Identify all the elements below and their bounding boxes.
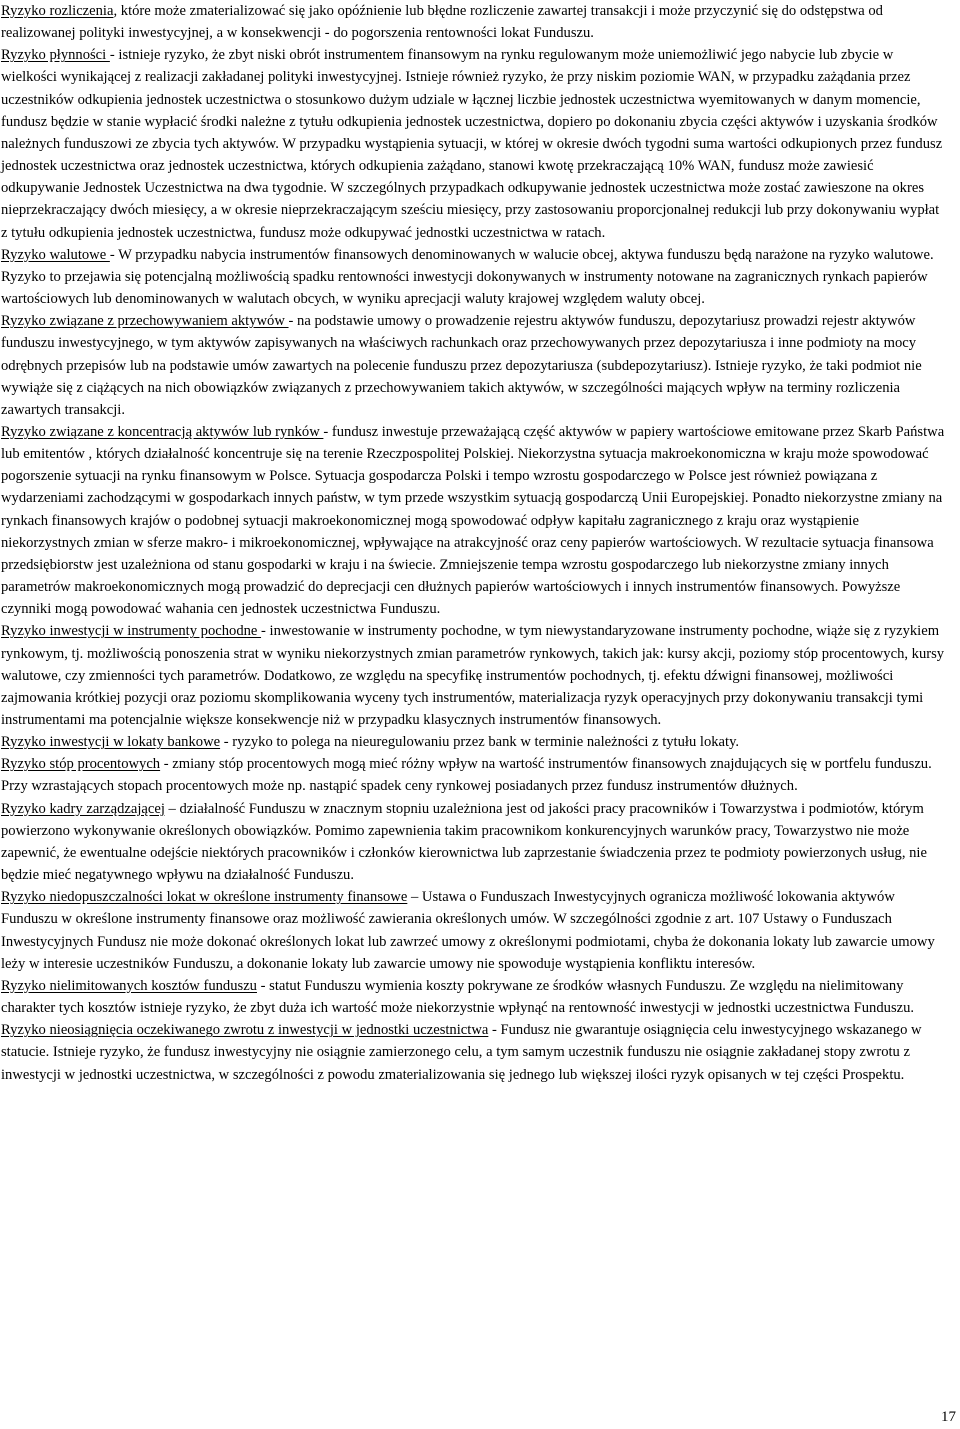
risk-description: , które może zmaterializować się jako opóźnienie lub błędne rozliczenie zawartej transakcji i może przyczynić się do odstępstwa od realizowanej polityki inwestycyjnej, a w konsekwencji - do pogorszenia rentowności lokat Funduszu. (1, 3, 883, 42)
risk-title: Ryzyko nielimitowanych kosztów funduszu (1, 977, 257, 994)
risk-title: Ryzyko kadry zarządzającej (1, 800, 165, 817)
risk-description: - W przypadku nabycia instrumentów finansowych denominowanych w walucie obcej, aktywa funduszu będą narażone na ryzyko walutowe. Ryzyko to przejawia się potencjalną możliwością spadku rentowności inwestycji dokonywanych w instrumenty notowane na zagranicznych rynkach papierów wartościowych lub denominowanych w walutach obcych, w wyniku aprecjacji waluty krajowej względem waluty obcej. (1, 246, 934, 308)
risk-paragraph-custody (1, 310, 946, 421)
risk-paragraph-inadmissible-investments (1, 886, 946, 975)
risk-title: Ryzyko inwestycji w instrumenty pochodne (1, 623, 262, 640)
risk-description: - istnieje ryzyko, że zbyt niski obrót instrumentem finansowym na rynku regulowanym może uniemożliwić jego nabycie lub zbycie w wielkości wynikającej z realizacji zakładanej polityki inwestycyjnej. Istnieje również ryzyko, że przy niskim poziomie WAN, w przypadku zażądania przez uczestników odkupienia jednostek uczestnictwa o stosunkowo dużym udziale w łącznej liczbie jednostek uczestnictwa wyemitowanych w danym momencie, fundusz będzie w stanie wypłacić środki należne z tytułu odkupienia jednostek uczestnictwa, dopiero po dokonaniu zbycia części aktywów i uzyskania środków należnych funduszowi ze zbycia tych aktywów. W przypadku wystąpienia sytuacji, w której w okresie dwóch tygodni suma wartości odkupionych przez fundusz jednostek uczestnictwa oraz jednostek uczestnictwa, których odkupienia zażądano, stanowi kwotę przekraczającą 10% WAN, fundusz może zawiesić odkupywanie Jednostek Uczestnictwa na dwa tygodnie. W szczególnych przypadkach odkupywanie jednostek uczestnictwa może zostać zawieszone na okres nieprzekraczający dwóch miesięcy, a w okresie nieprzekraczającym sześciu miesięcy, przy zastosowaniu proporcjonalnej redukcji lub przy dokonywaniu wypłat z tytułu odkupienia jednostek uczestnictwa, fundusz może odkupywać jednostki uczestnictwa w ratach. (1, 47, 943, 241)
risk-title: Ryzyko związane z koncentracją aktywów lub rynków (1, 423, 324, 440)
risk-title: Ryzyko walutowe (1, 246, 110, 263)
risk-title: Ryzyko stóp procentowych (1, 756, 161, 773)
risk-paragraph-settlement (1, 0, 946, 44)
risk-description: - statut Funduszu wymienia koszty pokrywane ze środków własnych Funduszu. Ze względu na nielimitowany charakter tych kosztów istnieje ryzyko, że zbyt duża ich wartość może niekorzystnie wpłynąć na rentowność inwestycji w jednostki uczestnictwa Funduszu. (1, 977, 915, 1017)
risk-paragraph-management (1, 798, 946, 887)
risk-description: - ryzyko to polega na nieuregulowaniu przez bank w terminie należności z tytułu lokaty. (220, 734, 740, 751)
risk-title: Ryzyko niedopuszczalności lokat w określone instrumenty finansowe (1, 889, 408, 906)
page-number: 17 (941, 1409, 956, 1425)
risk-title: Ryzyko rozliczenia (1, 3, 114, 19)
risk-paragraph-bank-deposits (1, 731, 946, 753)
risk-paragraph-interest-rates (1, 753, 946, 797)
risk-description: - fundusz inwestuje przeważającą część aktywów w papiery wartościowe emitowane przez Skarb Państwa lub emitentów , których działalność koncentruje się na terenie Rzeczpospolitej Polskiej. Niekorzystna sytuacja makroekonomiczna w kraju może spowodować pogorszenie sytuacji na rynku finansowym w Polsce. Sytuacja gospodarcza Polski i tempo wzrostu gospodarczego w Polsce jest również powiązana z wydarzeniami zachodzącymi w gospodarkach innych państw, w tym przede wszystkim sytuacją gospodarczą Unii Europejskiej. Ponadto niekorzystne zmiany na rynkach finansowych krajów o podobnej sytuacji makroekonomicznej mogą spowodować odpływ kapitału zagranicznego z kraju oraz wystąpienie niekorzystnych zmian w sferze makro- i mikroekonomicznej, wpływające na atrakcyjność oraz ceny papierów wartościowych. W rezultacie sytuacja finansowa przedsiębiorstw jest uzależniona od stanu gospodarki w kraju i na świecie. Zmniejszenie tempa wzrostu gospodarczego lub niekorzystne zmiany innych parametrów makroekonomicznych mogą prowadzić do deprecjacji cen dłużnych papierów wartościowych i innych instrumentów finansowych. Powyższe czynniki mogą powodować wahania cen jednostek uczestnictwa Funduszu. (1, 423, 945, 618)
risk-description: - Fundusz nie gwarantuje osiągnięcia celu inwestycyjnego wskazanego w statucie. Istnieje ryzyko, że fundusz inwestycyjny nie osiągnie zamierzonego celu, a tym samym uczestnik funduszu nie osiągnie zakładanej stopy zwrotu z inwestycji w jednostki uczestnictwa, w szczególności z powodu zmaterializowania się jednego lub większej ilości ryzyk opisanych w tej części Prospektu. (1, 1022, 922, 1083)
risk-title: Ryzyko związane z przechowywaniem aktywów (1, 313, 289, 330)
risk-paragraph-concentration (1, 421, 946, 620)
risk-paragraph-currency (1, 244, 946, 310)
risk-description: – działalność Funduszu w znacznym stopniu uzależniona jest od jakości pracy pracowników i Towarzystwa i podmiotów, którym powierzono wykonywanie określonych obowiązków. Pomimo zapewnienia takim pracownikom konkurencyjnych warunków pracy, Towarzystwo nie może zapewnić, że ewentualne odejście niektórych pracowników i członków kierownictwa lub zaprzestanie świadczenia przez te podmioty powierzonych usług, nie będzie mieć negatywnego wpływu na działalność Funduszu. (1, 800, 927, 884)
risk-title: Ryzyko nieosiągnięcia oczekiwanego zwrotu z inwestycji w jednostki uczestnictwa (1, 1022, 489, 1039)
risk-paragraph-liquidity (1, 44, 946, 243)
risk-description: - na podstawie umowy o prowadzenie rejestru aktywów funduszu, depozytariusz prowadzi rejestr aktywów funduszu inwestycyjnego, w tym aktywów zapisywanych na właściwych rachunkach oraz przechowywanych przez depozytariusza i inne podmioty na mocy odrębnych przepisów lub na podstawie umów zawartych na polecenie funduszu przez depozytariusza (subdepozytariusz). Istnieje ryzyko, że taki podmiot nie wywiąże się z ciążących na nich obowiązków związanych z przechowywaniem takich aktywów, w szczególności mających wpływ na terminy rozliczenia zawartych transakcji. (1, 313, 922, 418)
risk-description: – Ustawa o Funduszach Inwestycyjnych ogranicza możliwość lokowania aktywów Funduszu w określone instrumenty finansowe oraz możliwość zawierania określonych umów. W szczególności zgodnie z art. 107 Ustawy o Funduszach Inwestycyjnych Fundusz nie może dokonać określonych lokat lub zawrzeć umowy z określonymi podmiotami, chyba że dokonania lokaty lub zawarcie umowy leży w interesie uczestników Funduszu, a dokonanie lokaty lub zawarcie umowy nie spowoduje wystąpienia konfliktu interesów. (1, 889, 935, 972)
risk-title: Ryzyko inwestycji w lokaty bankowe (1, 734, 221, 751)
risk-paragraph-unlimited-costs (1, 975, 946, 1019)
risk-paragraph-derivatives (1, 620, 946, 731)
risk-description: - inwestowanie w instrumenty pochodne, w tym niewystandaryzowane instrumenty pochodne, wiąże się z ryzykiem rynkowym, tj. możliwością ponoszenia strat w wyniku niekorzystnych zmian parametrów rynkowych, takich jak: kursy akcji, poziomy stóp procentowych, kursy walutowe, czy zmienności tych parametrów. Dodatkowo, ze względu na specyfikę instrumentów pochodnych, tj. efektu dźwigni finansowej, możliwości zajmowania krótkiej pozycji oraz poziomu skomplikowania wyceny tych instrumentów, materializacja ryzyk operacyjnych przy dokonywaniu transakcji tymi instrumentami ma potencjalnie większe konsekwencje niż w przypadku klasycznych instrumentów finansowych. (1, 623, 945, 728)
risk-title: Ryzyko płynności (1, 47, 110, 64)
risk-paragraph-expected-return (1, 1019, 946, 1085)
risk-description: - zmiany stóp procentowych mogą mieć różny wpływ na wartość instrumentów finansowych znajdujących się w portfelu funduszu. Przy wzrastających stopach procentowych może np. nastąpić spadek ceny rynkowej posiadanych przez fundusz instrumentów dłużnych. (1, 756, 932, 795)
